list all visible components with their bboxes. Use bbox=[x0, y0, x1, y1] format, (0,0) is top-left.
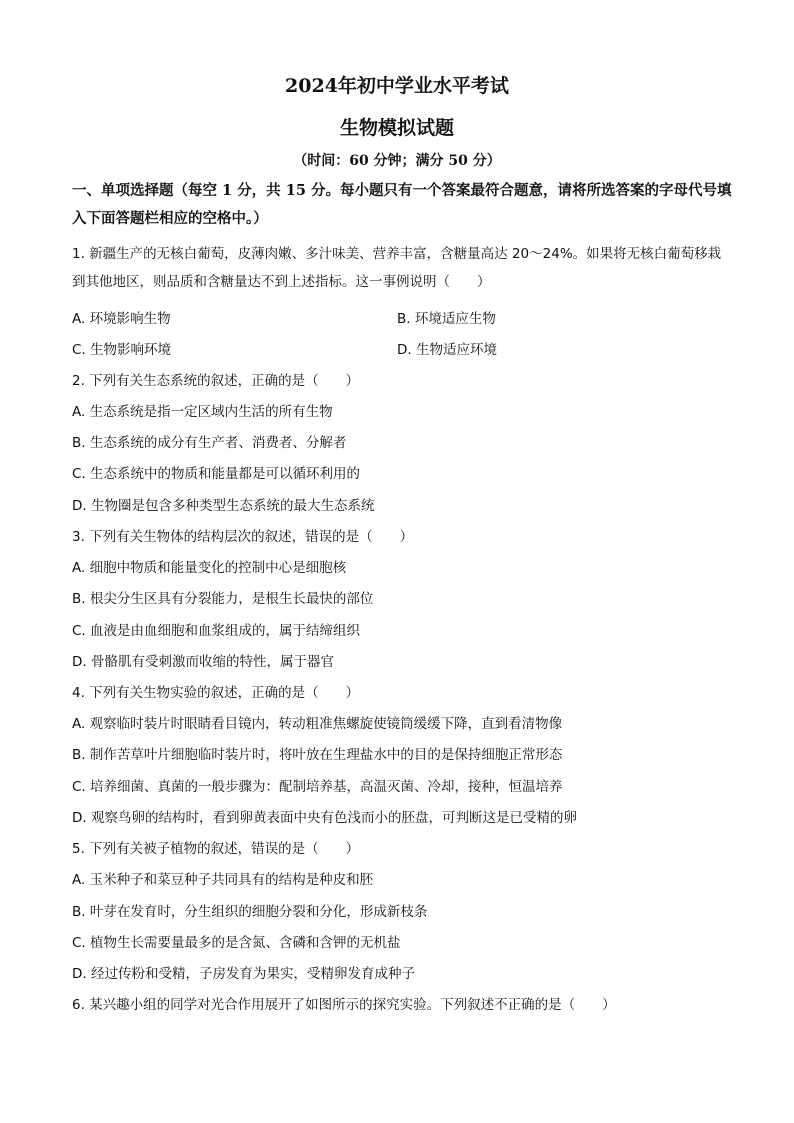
question-1-option-b: B. 环境适应生物 bbox=[397, 311, 496, 327]
question-1-option-a: A. 环境影响生物 bbox=[72, 311, 171, 327]
question-2-option-c: C. 生态系统中的物质和能量都是可以循环利用的 bbox=[72, 466, 361, 482]
question-3-option-d: D. 骨骼肌有受刺激而收缩的特性，属于器官 bbox=[72, 654, 334, 670]
question-5-option-d: D. 经过传粉和受精，子房发育为果实，受精卵发育成种子 bbox=[72, 966, 415, 982]
question-4-stem: 4. 下列有关生物实验的叙述，正确的是（ ） bbox=[72, 685, 360, 701]
question-5-option-c: C. 植物生长需要量最多的是含氮、含磷和含钾的无机盐 bbox=[72, 935, 401, 951]
question-4-option-d: D. 观察鸟卵的结构时，看到卵黄表面中央有色浅而小的胚盘，可判断这是已受精的卵 bbox=[72, 810, 577, 826]
question-4-option-b: B. 制作苦草叶片细胞临时装片时，将叶放在生理盐水中的目的是保持细胞正常形态 bbox=[72, 747, 563, 763]
question-3-option-a: A. 细胞中物质和能量变化的控制中心是细胞核 bbox=[72, 560, 347, 576]
question-2-stem: 2. 下列有关生态系统的叙述，正确的是（ ） bbox=[72, 373, 360, 389]
question-5-stem: 5. 下列有关被子植物的叙述，错误的是（ ） bbox=[72, 841, 360, 857]
exam-time-score: （时间：60 分钟；满分 50 分） bbox=[293, 153, 501, 169]
question-4-option-a: A. 观察临时装片时眼睛看目镜内，转动粗准焦螺旋使镜筒缓缓下降，直到看清物像 bbox=[72, 716, 563, 732]
question-1-stem: 1. 新疆生产的无核白葡萄，皮薄肉嫩、多汁味美、营养丰富，含糖量高达 20～24%。如果将无核白葡萄移栽到其他地区，则品质和含糖量达不到上述指标。这一事例说明（ ） bbox=[72, 246, 722, 290]
question-2-option-d: D. 生物圈是包含多种类型生态系统的最大生态系统 bbox=[72, 498, 375, 514]
question-3-stem: 3. 下列有关生物体的结构层次的叙述，错误的是（ ） bbox=[72, 529, 414, 545]
question-3-option-c: C. 血液是由血细胞和血浆组成的，属于结缔组织 bbox=[72, 623, 361, 639]
question-1-option-c: C. 生物影响环境 bbox=[72, 342, 172, 358]
question-4-option-c: C. 培养细菌、真菌的一般步骤为：配制培养基，高温灭菌、冷却，接种，恒温培养 bbox=[72, 779, 563, 795]
question-2-option-a: A. 生态系统是指一定区域内生活的所有生物 bbox=[72, 404, 333, 420]
section-heading: 一、单项选择题（每空 1 分，共 15 分。每小题只有一个答案最符合题意，请将所选答案的字母代号填入下面答题栏相应的空格中。） bbox=[72, 182, 732, 227]
question-5-option-b: B. 叶芽在发育时，分生组织的细胞分裂和分化，形成新枝条 bbox=[72, 904, 428, 920]
question-2-option-b: B. 生态系统的成分有生产者、消费者、分解者 bbox=[72, 435, 347, 451]
question-5-option-a: A. 玉米种子和菜豆种子共同具有的结构是种皮和胚 bbox=[72, 872, 374, 888]
question-3-option-b: B. 根尖分生区具有分裂能力，是根生长最快的部位 bbox=[72, 591, 374, 607]
exam-title: 2024年初中学业水平考试 bbox=[285, 75, 509, 97]
question-6-stem: 6. 某兴趣小组的同学对光合作用展开了如图所示的探究实验。下列叙述不正确的是（ ） bbox=[72, 997, 616, 1013]
exam-subject-title: 生物模拟试题 bbox=[339, 117, 454, 139]
question-1-option-d: D. 生物适应环境 bbox=[397, 342, 497, 358]
